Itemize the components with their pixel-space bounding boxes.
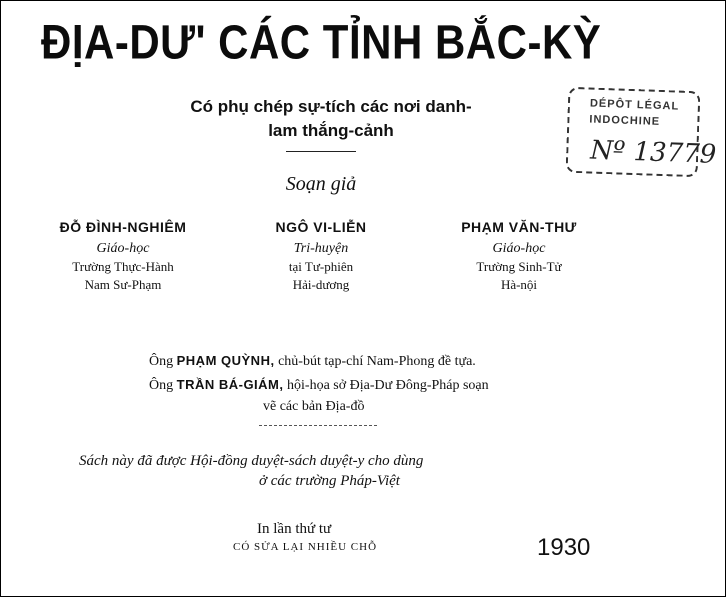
author-location: Hà-nội bbox=[500, 277, 538, 292]
credit-line-1 bbox=[149, 353, 476, 370]
credit-line-3: vẽ các bản Địa-đồ bbox=[263, 399, 365, 414]
approval-line-1: Sách này đã được Hội-đồng duyệt-sách duyệt-y cho dùng bbox=[79, 453, 424, 469]
credit-line-2 bbox=[149, 377, 489, 394]
stamp-number: Nº 13779 bbox=[589, 135, 717, 170]
divider-rule bbox=[286, 151, 356, 152]
author-column-3 bbox=[419, 219, 619, 293]
author-name: PHẠM VĂN-THƯ bbox=[461, 219, 577, 235]
editors-heading: Soạn giả bbox=[285, 173, 357, 195]
stamp-line-1: DÉPÔT LÉGAL bbox=[589, 97, 680, 113]
author-affiliation: Trường Thực-Hành bbox=[72, 259, 174, 274]
credit-prefix: Ông bbox=[149, 354, 174, 369]
author-location: Hải-dương bbox=[292, 277, 350, 292]
author-role: Giáo-học bbox=[492, 241, 546, 256]
author-role: Giáo-học bbox=[96, 241, 150, 256]
edition-note: CÓ SỬA LẠI NHIỀU CHỖ bbox=[233, 541, 378, 553]
edition-label: In lần thứ tư bbox=[257, 521, 332, 537]
credit-prefix: Ông bbox=[149, 378, 174, 393]
author-location: Nam Sư-Phạm bbox=[84, 277, 162, 292]
subtitle-line-1: Có phụ chép sự-tích các nơi danh- bbox=[190, 97, 472, 116]
credit-name: TRẦN BÁ-GIÁM, bbox=[176, 377, 284, 392]
library-stamp bbox=[566, 87, 717, 178]
credit-text: chủ-bút tạp-chí Nam-Phong đề tựa. bbox=[278, 354, 476, 369]
stamp-line-2: INDOCHINE bbox=[589, 113, 661, 128]
book-title: ĐỊA-DƯ' CÁC TỈNH BẮC-KỲ bbox=[41, 15, 602, 70]
author-affiliation: Trường Sinh-Tử bbox=[476, 259, 562, 274]
credit-name: PHẠM QUỲNH, bbox=[176, 353, 275, 368]
author-role: Tri-huyện bbox=[293, 241, 349, 256]
author-name: NGÔ VI-LIỄN bbox=[275, 219, 367, 235]
author-column-1 bbox=[23, 219, 223, 293]
author-affiliation: tại Tư-phiên bbox=[288, 259, 354, 274]
book-subtitle bbox=[131, 95, 531, 143]
credit-text: hội-họa sở Địa-Dư Đông-Pháp soạn bbox=[287, 378, 489, 393]
subtitle-line-2: lam thắng-cảnh bbox=[268, 121, 394, 140]
divider-rule-dotted bbox=[259, 425, 377, 426]
approval-line-2: ở các trường Pháp-Việt bbox=[259, 473, 400, 489]
author-column-2 bbox=[221, 219, 421, 293]
year-label: 1930 bbox=[537, 534, 591, 561]
author-name: ĐỖ ĐÌNH-NGHIÊM bbox=[59, 219, 187, 235]
